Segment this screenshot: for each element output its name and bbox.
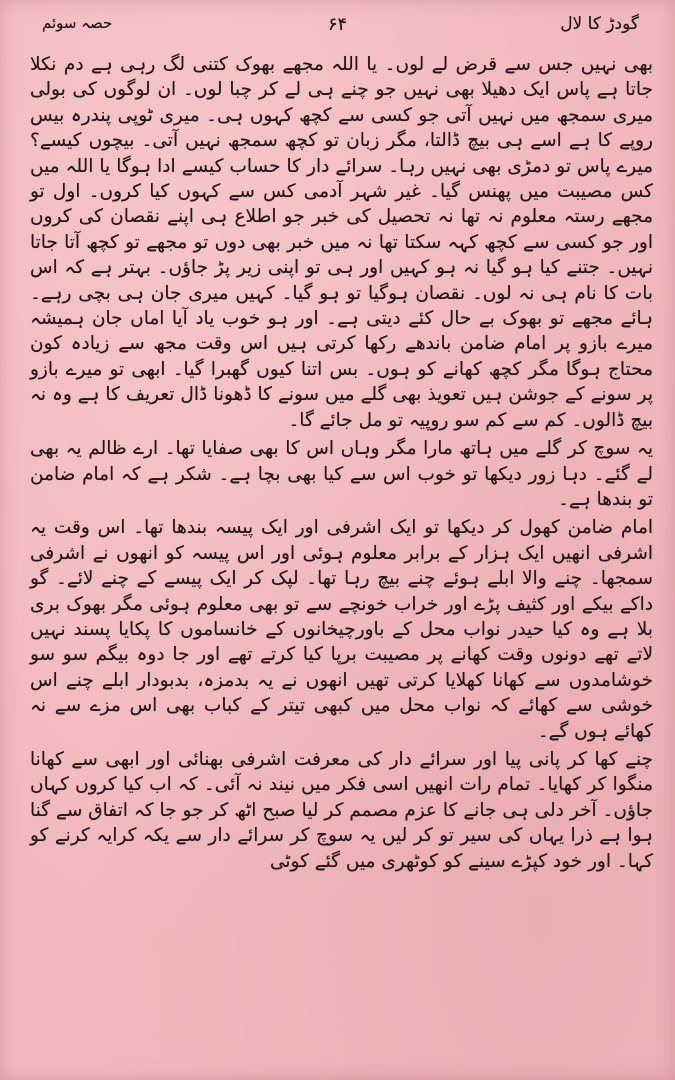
page-number: ۶۴ <box>327 14 348 35</box>
body-text <box>30 52 653 1054</box>
paragraph-4: چنے کھا کر پانی پیا اور سرائے دار کی معرفت اشرفی بھنائی اور ابھی سے کھانا منگوا کر کھایا۔ تمام رات انھیں اسی فکر میں نیند نہ آئی۔ کہ اب کیا کروں کہاں جاؤں۔ آخر دلی ہی جانے کا عزم مصمم کر لیا صبح اٹھ کر جو جا کہ اتفاق سے گنا ہوا ہے ذرا یہاں کی سیر تو کر لیں یہ سوچ کر سرائے دار سے یکہ کرایہ کرنے کو کہا۔ اور خود کپڑے سینے کو کوٹھری میں گئے کوٹی <box>30 748 653 872</box>
page-header <box>24 6 651 46</box>
paragraph-1: بھی نہیں جس سے قرض لے لوں۔ یا اللہ مجھے بھوک کتنی لگ رہی ہے دم نکلا جاتا ہے پاس ایک دھیلا بھی نہیں جو چنے ہی لے کر چبا لوں۔ ان لوگوں کی بولی میری سمجھ میں نہیں آتی جو کسی سے کچھ کہوں ہی۔ میری ٹوپی پندرہ بیس روپے کا ہے اسے ہی بیچ ڈالتا، مگر زبان تو کچھ سمجھ نہیں آتی۔ بیچوں کیسے؟ میرے پاس تو دمڑی بھی نہیں رہا۔ سرائے دار کا حساب کیسے ادا ہوگا یا اللہ میں کس مصیبت میں پھنس گیا۔ غیر شہر آدمی کس سے کہوں کیا کروں۔ اول تو مجھے رستہ معلوم نہ تھا نہ تحصیل کی خبر جو اطلاع ہی اپنے نقصان کی کروں اور جو کسی سے کچھ کہہ سکتا تھا نہ میں خبر بھی دوں تو مجھے تو کچھ آتا جاتا نہیں۔ جتنے کیا ہو گیا نہ ہو کہیں اور ہی تو اپنی زیر پڑ جاؤں۔ بہتر ہے کہ اس بات کا نام ہی نہ لوں۔ نقصان ہوگیا تو ہو گیا۔ کہیں میری جان ہی بچی رہے۔ ہائے مجھے تو بھوک بے حال کئے دیتی ہے۔ اور ہو خوب یاد آیا اماں جان ہمیشہ میرے بازو پر امام ضامن باندھے رکھا کرتی ہیں اس وقت مجھ سے زیادہ کون محتاج ہوگا مگر کچھ کھانے کو ہوں۔ بس اتنا کیوں گھبرا گیا۔ ابھی تو میرے بازو پر سونے کے جوشن ہیں تعویذ بھی گلے میں سونے کا ڈھونا ڈال تعریف کا ہے وہ نہ بیچ ڈالوں۔ کم سے کم سو روپیہ تو مل جائے گا۔ <box>30 54 653 431</box>
book-title: گودڑ کا لال <box>560 14 639 34</box>
section-label: حصہ سوئم <box>42 14 113 32</box>
paragraph-2: یہ سوچ کر گلے میں ہاتھ مارا مگر وہاں اس کا بھی صفایا تھا۔ ارے ظالم یہ بھی لے گئے۔ دہا زور دیکھا تو خوب اس سے کیا بھی بچا ہے۔ شکر ہے کہ امام ضامن تو بندھا ہے۔ <box>30 438 653 510</box>
paragraph-3: امام ضامن کھول کر دیکھا تو ایک اشرفی اور ایک پیسہ بندھا تھا۔ اس وقت یہ اشرفی انھیں ایک ہزار کے برابر معلوم ہوئی اور اس پیسہ کو انھوں نے اشرفی سمجھا۔ چنے والا ابلے ہوئے چنے بیچ رہا تھا۔ لپک کر ایک پیسے کے چنے لائے۔ گو داکے بیکے اور کثیف پڑے اور خراب خونچے سے تو بھی معلوم ہوئی مگر بھوک بری بلا ہے وہ کیا حیدر نواب محل کے باورچیخانوں کے خانساموں کا پکایا پسند نہیں لاتے تھے دونوں وقت کھانے پر مصیبت برپا کیا کرتے تھے اور جا دوہ بیگم سو سو خوشامدوں سے کھانا کھلایا کرتی تھیں انھوں نے یہ بدمزہ، بدبودار ابلے چنے اس خوشی سے کھائے کہ نواب محل میں کبھی تیتر کے کباب بھی اس مزے سے نہ کھائے ہوں گے۔ <box>30 517 653 742</box>
